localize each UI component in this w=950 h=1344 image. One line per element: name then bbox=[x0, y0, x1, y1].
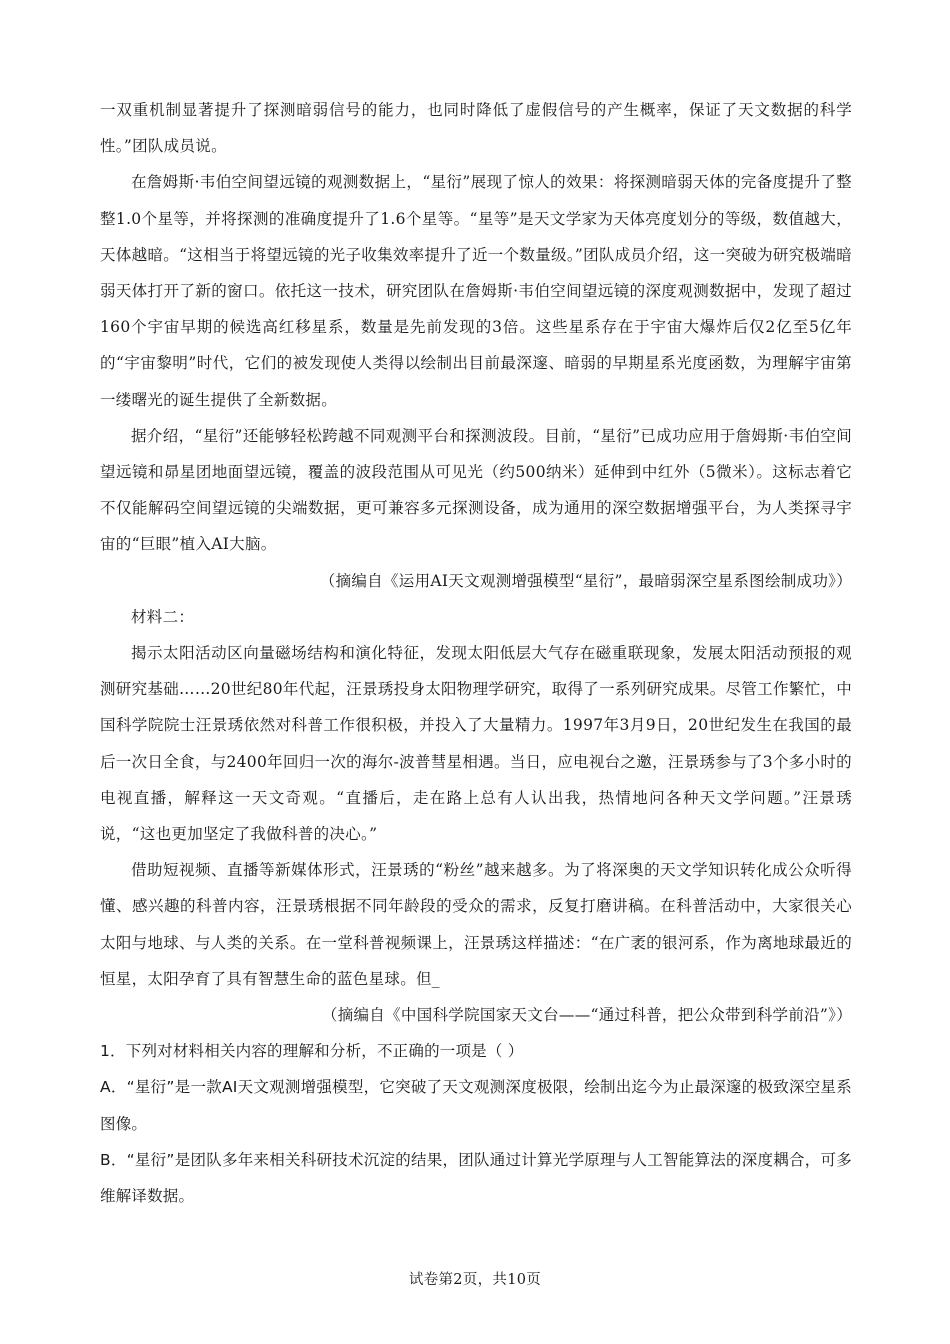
material-two-source: （摘编自《中国科学院国家天文台——“通过科普，把公众带到科学前沿”》） bbox=[321, 1006, 852, 1025]
page-content bbox=[100, 92, 852, 1214]
material-one-paragraph-1: 一双重机制显著提升了探测暗弱信号的能力，也同时降低了虚假信号的产生概率，保证了天文数据的科学性。”团队成员说。 bbox=[100, 101, 852, 156]
material-two-paragraph-2: 借助短视频、直播等新媒体形式，汪景琇的“粉丝”越来越多。为了将深奥的天文学知识转化成公众听得懂、感兴趣的科普内容，汪景琇根据不同年龄段的受众的需求，反复打磨讲稿。在科普活动中，大家很关心太阳与地球、与人类的关系。在一堂科普视频课上，汪景琇这样描述：“在广袤的银河系，作为离地球最近的恒星，太阳孕育了具有智慧生命的蓝色星球。但_ bbox=[100, 861, 852, 988]
question-option-a: A．“星衍”是一款AI天文观测增强模型，它突破了天文观测深度极限，绘制出迄今为止最深邃的极致深空星系图像。 bbox=[100, 1078, 852, 1133]
question-option-b: B．“星衍”是团队多年来相关科研技术沉淀的结果，团队通过计算光学原理与人工智能算法的深度耦合，可多维解译数据。 bbox=[100, 1150, 852, 1206]
page-footer: 试卷第2页，共10页 bbox=[408, 1272, 542, 1288]
material-one-source: （摘编自《运用AI天文观测增强模型“星衍”，最暗弱深空星系图绘制成功》） bbox=[319, 571, 852, 590]
material-two-heading: 材料二： bbox=[131, 607, 195, 626]
question-stem: 1．下列对材料相关内容的理解和分析，不正确的一项是（ ） bbox=[100, 1042, 524, 1061]
material-one-paragraph-2: 在詹姆斯·韦伯空间望远镜的观测数据上，“星衍”展现了惊人的效果：将探测暗弱天体的完备度提升了整整1.0个星等，并将探测的准确度提升了1.6个星等。“星等”是天文学家为天体亮度划分的等级，数值越大，天体越暗。“这相当于将望远镜的光子收集效率提升了近一个数量级。”团队成员介绍，这一突破为研究极端暗弱天体打开了新的窗口。依托这一技术，研究团队在詹姆斯·韦伯空间望远镜的深度观测数据中，发现了超过160个宇宙早期的候选高红移星系，数量是先前发现的3倍。这些星系存在于宇宙大爆炸后仅2亿至5亿年的“宇宙黎明”时代，它们的被发现使人类得以绘制出目前最深邃、暗弱的早期星系光度函数，为理解宇宙第一缕曙光的诞生提供了全新数据。 bbox=[100, 173, 852, 409]
material-one-paragraph-3: 据介绍，“星衍”还能够轻松跨越不同观测平台和探测波段。目前，“星衍”已成功应用于詹姆斯·韦伯空间望远镜和昴星团地面望远镜，覆盖的波段范围从可见光（约500纳米）延伸到中红外（5微米）。这标志着它不仅能解码空间望远镜的尖端数据，更可兼容多元探测设备，成为通用的深空数据增强平台，为人类探寻宇宙的“巨眼”植入AI大脑。 bbox=[100, 426, 852, 554]
material-two-paragraph-1: 揭示太阳活动区向量磁场结构和演化特征，发现太阳低层大气存在磁重联现象，发展太阳活动预报的观测研究基础……20世纪80年代起，汪景琇投身太阳物理学研究，取得了一系列研究成果。尽管工作繁忙，中国科学院院士汪景琇依然对科普工作很积极，并投入了大量精力。1997年3月9日，20世纪发生在我国的最后一次日全食，与2400年回归一次的海尔-波普彗星相遇。当日，应电视台之邀，汪景琇参与了3个多小时的电视直播，解释这一天文奇观。“直播后，走在路上总有人认出我，热情地问各种天文学问题。”汪景琇说，“这也更加坚定了我做科普的决心。” bbox=[100, 644, 852, 844]
